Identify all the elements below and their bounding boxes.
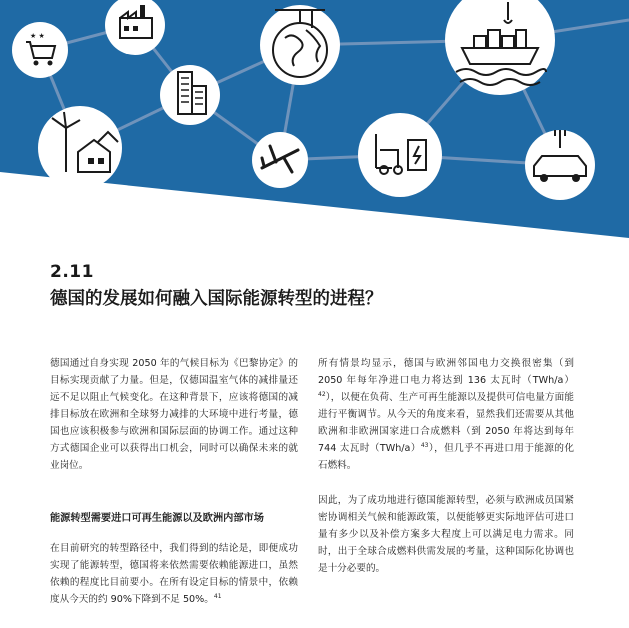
left-paragraph-2-text: 在目前研究的转型路径中，我们得到的结论是，即便成功实现了能源转型，德国将来依然需要依赖能源进口，虽然依赖的程度比目前要小。在所有设定目标的情景中，依赖度从今天的约 90%下降到不足 50%。 xyxy=(50,543,298,605)
right-paragraph-2: 因此，为了成功地进行德国能源转型，必须与欧洲成员国紧密协调相关气候和能源政策，以便能够更实际地评估可进口量有多少以及补偿方案多大程度上可以满足电力需求。同时，出于全球合成燃料供需发展的考量，这种国际化协调也是十分必要的。 xyxy=(318,495,574,574)
right-paragraph-1 xyxy=(318,355,574,474)
right-column xyxy=(318,355,574,474)
header-banner xyxy=(0,0,629,250)
subheading: 能源转型需要进口可再生能源以及欧洲内部市场 xyxy=(50,513,264,524)
left-paragraph-1: 德国通过自身实现 2050 年的气候目标为《巴黎协定》的目标实现贡献了力量。但是，仅德国温室气体的减排量还远不足以阻止气候变化。在这种背景下，应该将德国的减排目标放在欧洲和全球努力减排的大环境中进行考量，德国也应该积极参与欧洲和国际层面的协调工作。通过这种方式德国企业可以获得出口机会，同时可以确保未来的就业岗位。 xyxy=(50,358,298,471)
right-column-lower xyxy=(318,492,574,577)
footnote-ref-41: 41 xyxy=(213,593,222,600)
section-number: 2.11 xyxy=(50,262,94,282)
svg-text:★ ★: ★ ★ xyxy=(30,32,45,40)
right-paragraph-1-b: ），以便在负荷、生产可再生能源以及提供可信电量方面能进行平衡调节。从今天的角度来看，显然我们还需要从其他欧洲和非欧洲国家进口合成燃料（到 2050 年将达到每年 744 太瓦时（TWh/a） xyxy=(318,392,574,454)
office-building-icon xyxy=(160,65,220,125)
section-title: 德国的发展如何融入国际能源转型的进程？ xyxy=(50,289,383,309)
right-paragraph-1-a: 所有情景均显示，德国与欧洲邻国电力交换很密集（到 2050 年每年净进口电力将达到 136 太瓦时（TWh/a） xyxy=(318,358,574,386)
left-subheading-wrap xyxy=(50,510,298,527)
footnote-ref-43: 43 xyxy=(420,442,429,449)
left-column xyxy=(50,355,298,474)
forklift-charger-icon xyxy=(358,113,442,197)
left-paragraph-2 xyxy=(50,540,298,608)
shopping-cart-icon xyxy=(12,22,68,78)
wind-turbine-house-icon xyxy=(38,106,122,190)
globe-crane-icon xyxy=(260,5,340,85)
electric-car-icon xyxy=(525,130,595,200)
left-column-lower xyxy=(50,540,298,608)
footnote-ref-42: 42 xyxy=(318,391,326,398)
right-paragraph-1-c: ），但几乎不再进口用于能源的化石燃料。 xyxy=(318,443,574,471)
airplane-icon xyxy=(252,132,308,188)
